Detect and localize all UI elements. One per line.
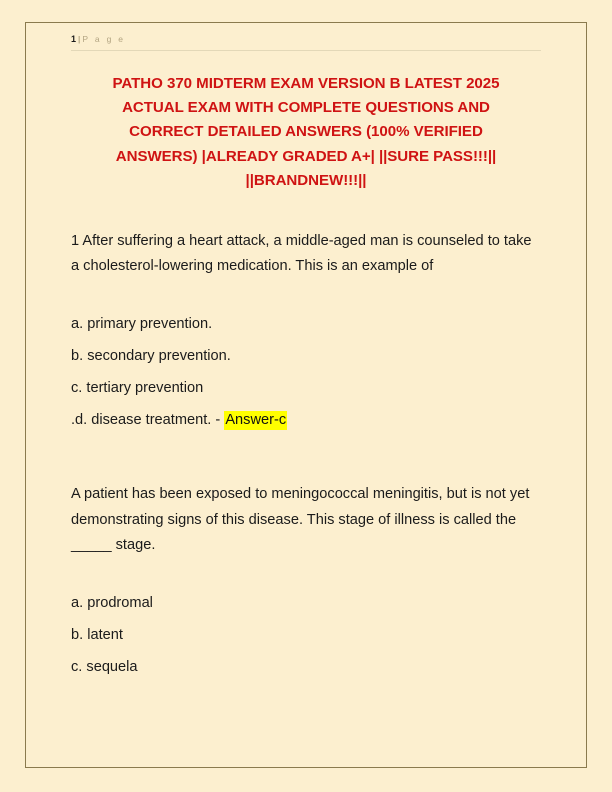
document-title xyxy=(71,72,541,193)
option-label: a. prodromal xyxy=(71,595,153,612)
option-item[interactable] xyxy=(71,587,541,619)
question-1-options xyxy=(71,308,541,436)
option-label: c. sequela xyxy=(71,659,138,676)
question-2-options xyxy=(71,587,541,683)
option-label: .d. disease treatment. - xyxy=(71,412,225,429)
title-line-4: ANSWERS) |ALREADY GRADED A+| ||SURE PASS!!!|| xyxy=(115,147,497,165)
header-page-label: P a g e xyxy=(82,34,126,44)
header-page-number: 1 xyxy=(71,34,77,44)
running-header xyxy=(71,32,541,49)
page-content xyxy=(71,32,541,683)
option-item[interactable] xyxy=(71,308,541,340)
header-separator: | xyxy=(78,34,81,44)
title-line-5: ||BRANDNEW!!!|| xyxy=(245,171,367,189)
option-label: b. secondary prevention. xyxy=(71,348,231,365)
title-line-1: PATHO 370 MIDTERM EXAM VERSION B LATEST 2025 xyxy=(112,75,500,92)
option-item[interactable] xyxy=(71,340,541,372)
question-stem: A patient has been exposed to meningococcal meningitis, but is not yet demonstrating signs of this disease. This stage of illness is called the _____ stage. xyxy=(71,486,530,553)
title-line-2: ACTUAL EXAM WITH COMPLETE QUESTIONS AND xyxy=(122,99,490,117)
option-label: c. tertiary prevention xyxy=(71,380,204,397)
document-page xyxy=(25,22,587,768)
option-label: b. latent xyxy=(71,627,123,644)
option-item[interactable] xyxy=(71,651,541,683)
question-stem: 1 After suffering a heart attack, a middle-aged man is counseled to take a cholesterol-lowering medication. This is an example of xyxy=(71,233,532,275)
option-label: a. primary prevention. xyxy=(71,316,213,333)
answer-highlight: Answer-c xyxy=(225,412,287,429)
option-item[interactable] xyxy=(71,404,541,436)
option-item[interactable] xyxy=(71,619,541,651)
header-divider xyxy=(71,50,541,51)
title-line-3: CORRECT DETAILED ANSWERS (100% VERIFIED xyxy=(129,123,483,141)
option-item[interactable] xyxy=(71,372,541,404)
